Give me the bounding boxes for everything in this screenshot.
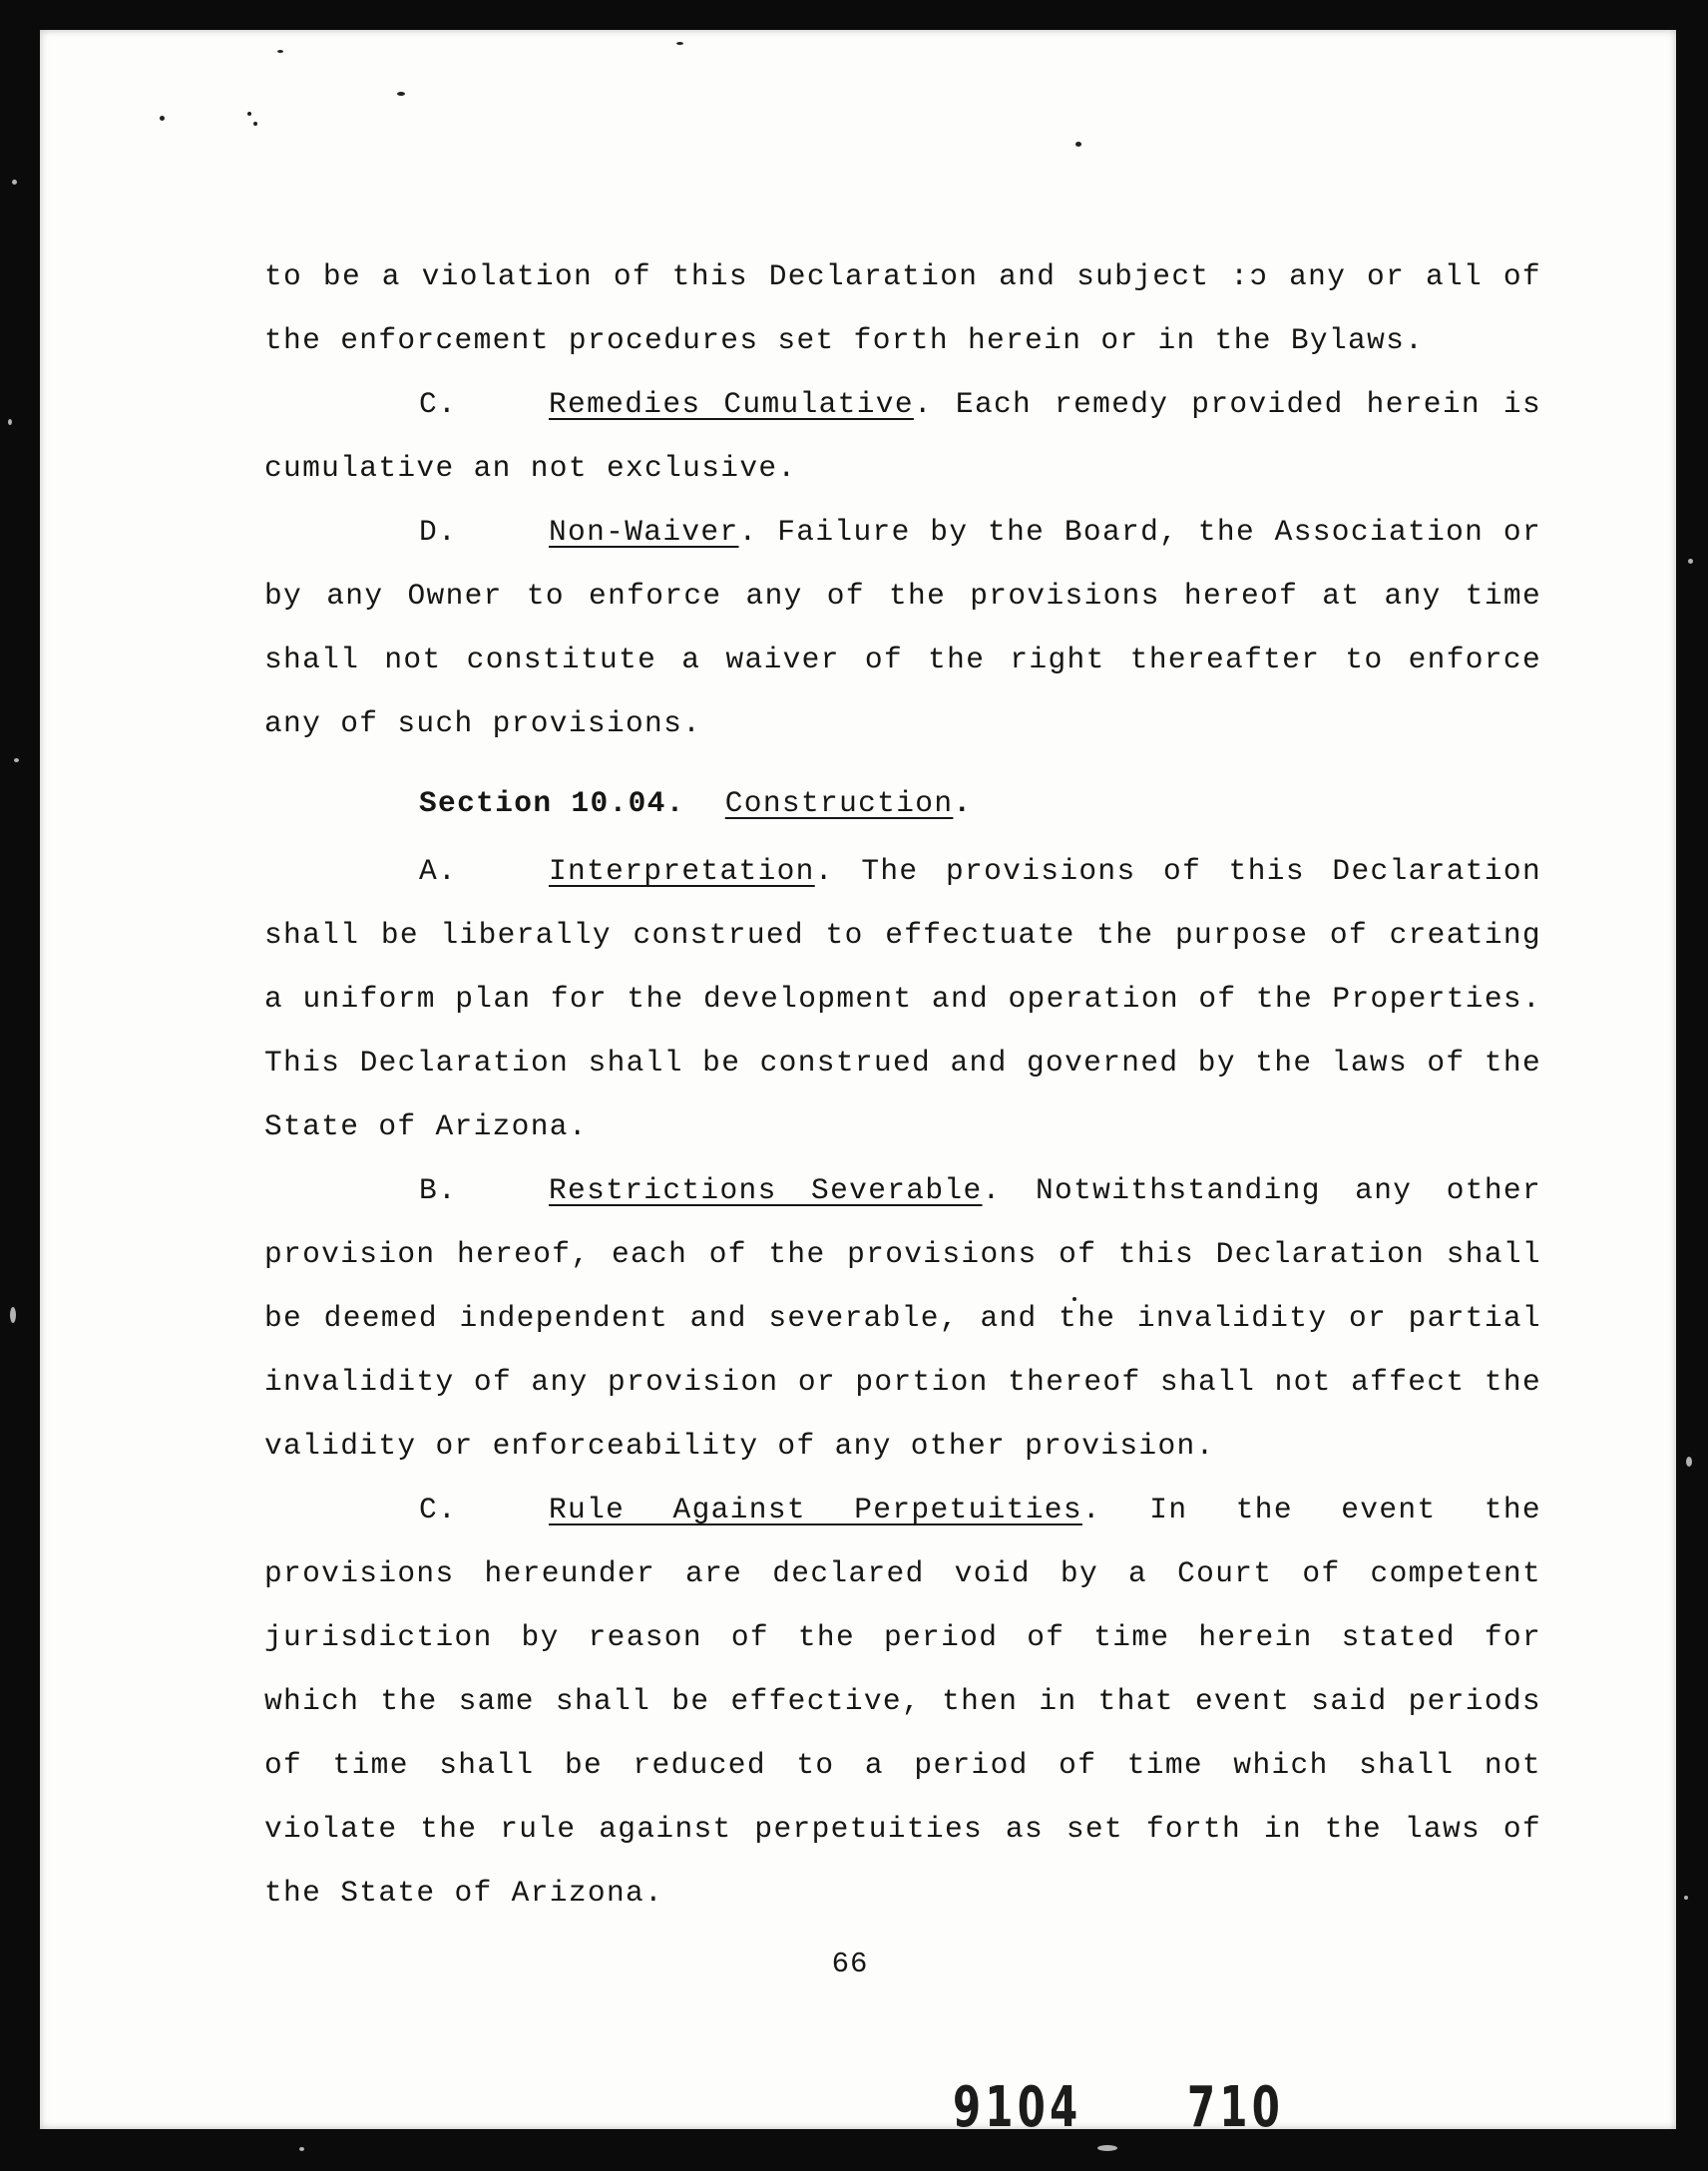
item-non-waiver	[264, 500, 1541, 755]
item-heading-punct: .	[913, 387, 933, 421]
document-body	[264, 244, 1541, 1925]
section-title-punct: .	[953, 786, 973, 820]
item-body: Failure by the Board, the Association or by any Owner to enforce any of the provisions hereof at any time shall not constitute a waiver of the right thereafter to enforce any of such provisions.	[264, 515, 1541, 740]
opening-paragraph: to be a violation of this Declaration and subject :ɔ any or all of the enforcement procedures set forth herein or in the Bylaws.	[264, 259, 1541, 357]
scan-noise	[299, 2147, 304, 2151]
scan-noise	[8, 419, 12, 425]
item-body: In the event the provisions hereunder are declared void by a Court of competent jurisdiction by reason of the period of time herein stated for which the same shall be effective, then in that event said periods of time shall be reduced to a period of time which shall not violate the rule against perpetuities as set forth in the laws of the State of Arizona.	[264, 1493, 1541, 1910]
item-body: Notwithstanding any other provision hereof, each of the provisions of this Declaration shall be deemed independent and severable, and the invalidity or partial invalidity of any provision or portion thereof shall not affect the validity or enforceability of any other provision.	[264, 1173, 1541, 1463]
scan-speck	[397, 92, 405, 96]
item-restrictions-severable	[264, 1158, 1541, 1478]
recording-stamp-book: 9104	[953, 2075, 1082, 2140]
scan-speck	[160, 116, 165, 121]
item-letter: C.	[419, 1493, 458, 1526]
item-body: Each remedy provided herein is cumulative an not exclusive.	[264, 387, 1541, 485]
scan-speck	[247, 112, 251, 116]
item-heading-punct: .	[814, 854, 834, 888]
section-heading	[419, 771, 1541, 835]
section-number: Section 10.04.	[419, 786, 685, 820]
scan-noise	[1688, 559, 1693, 564]
section-title: Construction	[724, 786, 954, 820]
item-interpretation	[264, 839, 1541, 1158]
item-letter: B.	[419, 1173, 458, 1207]
scan-noise	[12, 180, 17, 185]
recording-stamp-page: 710	[1187, 2075, 1285, 2140]
scan-noise	[1684, 1896, 1688, 1900]
scan-speck	[277, 50, 283, 53]
scan-speck	[253, 122, 257, 126]
item-letter: A.	[419, 854, 458, 888]
scan-speck	[1075, 142, 1081, 147]
scan-speck	[676, 42, 683, 45]
item-letter: C.	[419, 387, 458, 421]
scan-noise	[10, 1307, 16, 1323]
document-page	[40, 30, 1676, 2140]
scan-noise	[1097, 2145, 1117, 2151]
item-heading: Remedies Cumulative	[549, 387, 914, 421]
item-heading-punct: .	[982, 1173, 1002, 1207]
item-rule-against-perpetuities	[264, 1478, 1541, 1925]
item-remedies-cumulative	[264, 372, 1541, 500]
item-heading: Interpretation	[549, 854, 815, 888]
scan-noise	[1686, 1457, 1692, 1467]
page-number: 66	[831, 1948, 869, 1980]
item-heading-punct: .	[1081, 1493, 1101, 1526]
item-heading: Rule Against Perpetuities	[549, 1493, 1082, 1526]
item-heading: Non-Waiver	[549, 515, 739, 549]
scan-noise	[14, 758, 19, 762]
item-heading: Restrictions Severable	[549, 1173, 983, 1207]
item-body: The provisions of this Declaration shall be liberally construed to effectuate the purpose of creating a uniform plan for the development and operation of the Properties. This Declaration shall be construed and governed by the laws of the State of Arizona.	[264, 854, 1541, 1143]
item-letter: D.	[419, 515, 458, 549]
item-heading-punct: .	[738, 515, 758, 549]
